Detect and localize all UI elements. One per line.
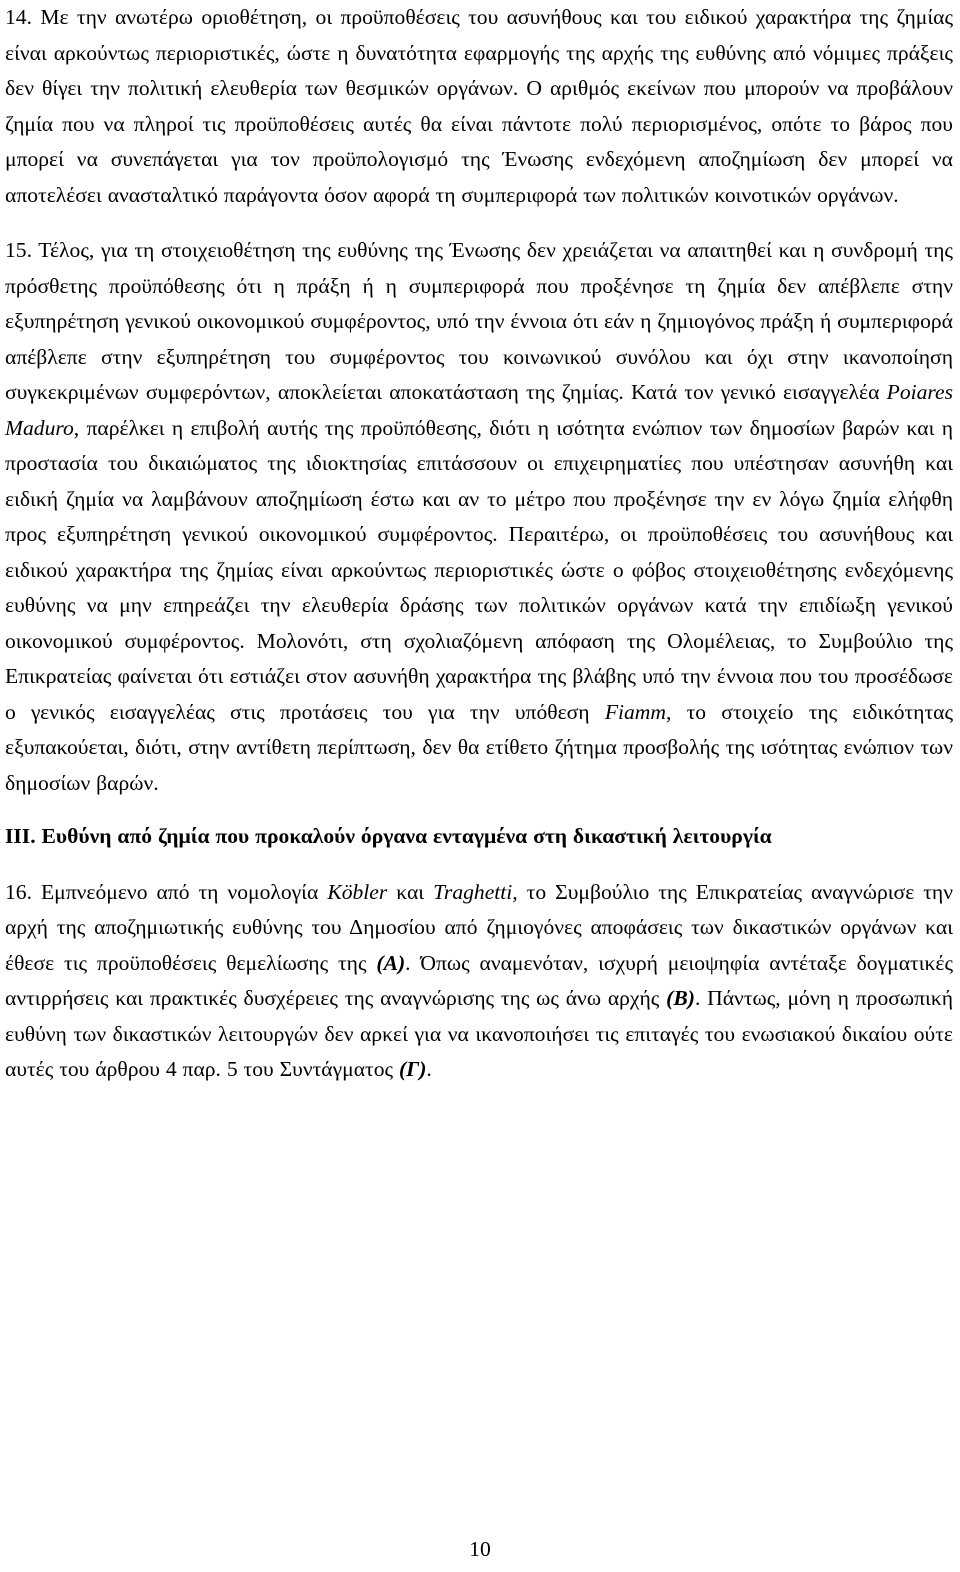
paragraph-15-text-1: 15. Τέλος, για τη στοιχειοθέτηση της ευθύνης της Ένωσης δεν χρειάζεται να απαιτηθεί και η συνδρομή της πρόσθετης προϋπόθεσης ότι η πράξη ή η συμπεριφορά που προξένησε τη ζημία δεν απέβλεπε στην εξυπηρέτηση γενικού οικονομικού συμφέροντος, υπό την έννοια ότι εάν η ζημιογόνος πράξη ή συμπεριφορά απέβλεπε στην εξυπηρέτηση του συμφέροντος του κοινωνικού συνόλου και όχι στην ικανοποίηση συγκεκριμένων συμφερόντων, αποκλείεται αποκατάσταση της ζημίας. Κατά τον γενικό εισαγγελέα bbox=[5, 238, 953, 404]
paragraph-16 bbox=[5, 875, 953, 1088]
paragraph-16-text-5: . bbox=[426, 1057, 432, 1081]
paragraph-16-and: και bbox=[387, 879, 434, 904]
case-name-fiamm: Fiamm bbox=[604, 699, 666, 724]
paragraph-15-text-2: , παρέλκει η επιβολή αυτής της προϋπόθεσης, διότι η ισότητα ενώπιον των δημοσίων βαρών και η προστασία του δικαιώματος της ιδιοκτησίας επιτάσσουν οι επιχειρηματίες που υπέστησαν ασυνήθη και ειδική ζημία να λαμβάνουν αποζημίωση έστω και αν το μέτρο που προξένησε την εν λόγω ζημία ελήφθη προς εξυπηρέτηση γενικού οικονομικού συμφέροντος. Περαιτέρω, οι προϋποθέσεις του ασυνήθους και ειδικού χαρακτήρα της ζημίας είναι αρκούντως περιοριστικές ώστε ο φόβος στοιχειοθέτησης ενδεχόμενης ευθύνης να μην επηρεάζει την ελευθερία δράσης των πολιτικών οργάνων κατά την επιδίωξη γενικού οικονομικού συμφέροντος. Μολονότι, στη σχολιαζόμενη απόφαση της Ολομέλειας, το Συμβούλιο της Επικρατείας φαίνεται ότι εστιάζει στον ασυνήθη χαρακτήρα της βλάβης υπό την έννοια που του προσέδωσε ο γενικός εισαγγελέας στις προτάσεις του για την υπόθεση bbox=[5, 415, 953, 724]
paragraph-15-text-3: , το στοιχείο της ειδικότητας εξυπακούεται, διότι, στην αντίθετη περίπτωση, δεν θα ετίθετο ζήτημα προσβολής της ισότητας ενώπιον των δημοσίων βαρών. bbox=[5, 699, 954, 795]
section-heading: ΙΙΙ. Ευθύνη από ζημία που προκαλούν όργανα ενταγμένα στη δικαστική λειτουργία bbox=[5, 824, 772, 848]
document-page bbox=[5, 0, 953, 1088]
paragraph-14-text: 14. Με την ανωτέρω οριοθέτηση, οι προϋποθέσεις του ασυνήθους και του ειδικού χαρακτήρα της ζημίας είναι αρκούντως περιοριστικές, ώστε η δυνατότητα εφαρμογής της αρχής της ευθύνης από νόμιμες πράξεις δεν θίγει την πολιτική ελευθερία των θεσμικών οργάνων. Ο αριθμός εκείνων που μπορούν να προβάλουν ζημία που να πληροί τις προϋποθέσεις αυτές θα είναι πάντοτε πολύ περιορισμένος, οπότε το βάρος που μπορεί να συνεπάγεται για τον προϋπολογισμό της Ένωσης ενδεχόμενη αποζημίωση δεν μπορεί να αποτελέσει ανασταλτικό παράγοντα όσον αφορά τη συμπεριφορά των πολιτικών κοινοτικών οργάνων. bbox=[5, 5, 953, 207]
paragraph-14 bbox=[5, 0, 953, 213]
paragraph-16-text-3: . Όπως αναμενόταν, ισχυρή μειοψηφία αντέταξε δογματικές αντιρρήσεις και πρακτικές δυσχέρειες της αναγνώρισης της ως άνω αρχής bbox=[5, 950, 954, 1010]
case-name-traghetti: Traghetti, bbox=[433, 879, 518, 904]
reference-c: (Γ) bbox=[398, 1057, 427, 1081]
page-number: 10 bbox=[469, 1537, 491, 1561]
advocate-general-name: Poiares Maduro bbox=[5, 380, 953, 440]
paragraph-16-text-2: το Συμβούλιο της Επικρατείας αναγνώρισε την αρχή της αποζημιωτικής ευθύνης του Δημοσίου από ζημιογόνες αποφάσεις των δικαστικών οργάνων και έθεσε τις προϋποθέσεις θεμελίωσης της bbox=[5, 879, 953, 975]
paragraph-16-text-4: . Πάντως, μόνη η προσωπική ευθύνη των δικαστικών λειτουργών δεν αρκεί για να ικανοποιήσει τις επιταγές του ενωσιακού δικαίου ούτε αυτές του άρθρου 4 παρ. 5 του Συντάγματος bbox=[5, 986, 953, 1081]
reference-a: (Α) bbox=[376, 950, 406, 975]
paragraph-15 bbox=[5, 233, 953, 801]
case-name-kobler: Köbler bbox=[327, 879, 388, 904]
reference-b: (Β) bbox=[666, 986, 695, 1010]
paragraph-16-text-1: 16. Εμπνεόμενο από τη νομολογία bbox=[5, 879, 328, 904]
